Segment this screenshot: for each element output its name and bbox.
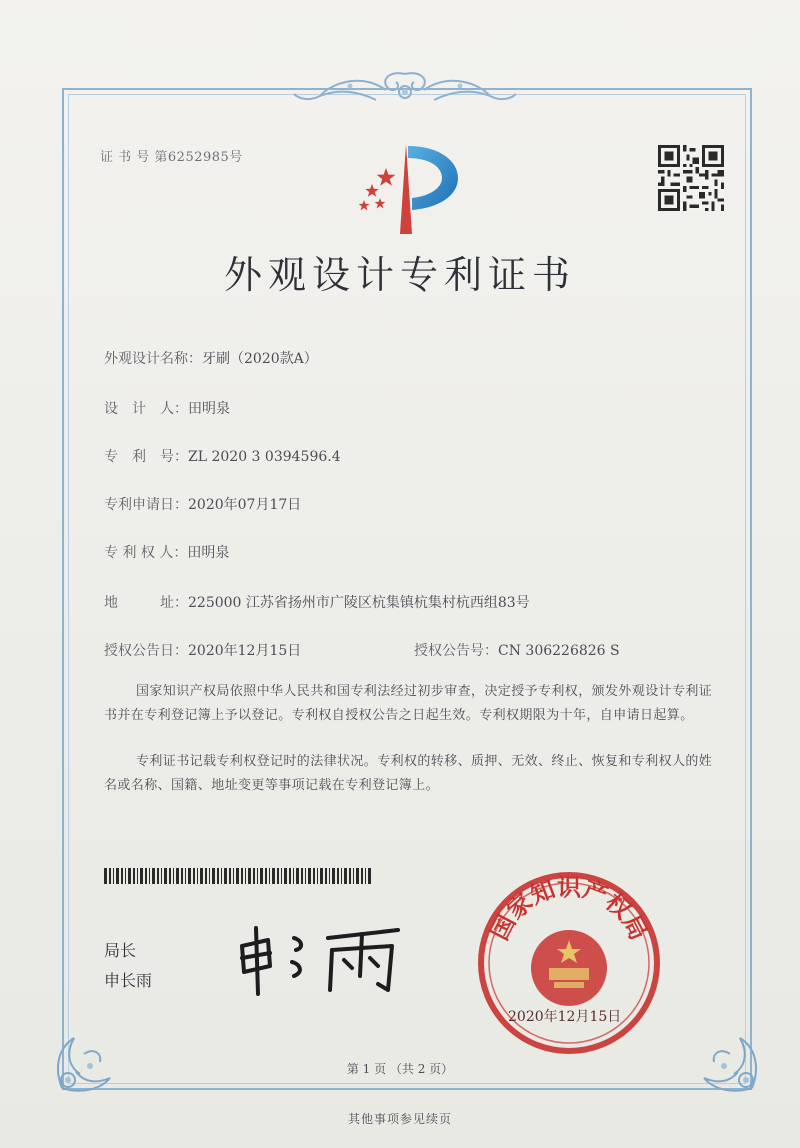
patent-number-label: 专 利 号： — [104, 449, 188, 465]
address-row — [104, 592, 530, 612]
grant-date-label: 授权公告日： — [104, 643, 188, 659]
qr-code-icon — [658, 145, 724, 211]
seal-text: 国家知识产权局 — [484, 872, 654, 945]
director-title: 局长 — [104, 941, 137, 960]
patentee-row — [104, 542, 229, 562]
grant-date-row — [104, 640, 301, 660]
patent-number-row — [104, 446, 341, 466]
corner-ornament-left-icon — [44, 1008, 134, 1098]
design-name-label: 外观设计名称： — [104, 351, 202, 367]
grant-date-value: 2020年12月15日 — [188, 643, 302, 659]
designer-row — [104, 398, 230, 418]
filing-date-label: 专利申请日： — [104, 497, 188, 513]
certificate-number: 证 书 号 第6252985号 — [100, 150, 243, 165]
grant-number-label: 授权公告号： — [414, 643, 498, 659]
director-name: 申长雨 — [104, 971, 153, 990]
barcode-icon — [104, 868, 374, 884]
official-seal-icon — [474, 868, 664, 1058]
director-signature-icon — [232, 920, 412, 1000]
corner-ornament-right-icon — [680, 1008, 770, 1098]
top-ornament-icon — [290, 66, 520, 110]
patent-office-logo-icon — [346, 138, 466, 238]
grant-number-row — [414, 640, 620, 660]
grant-number-value: CN 306226826 S — [498, 643, 620, 659]
seal-date: 2020年12月15日 — [508, 1009, 622, 1025]
certificate-title: 外观设计专利证书 — [223, 253, 576, 297]
filing-date-row — [104, 494, 301, 514]
patentee-label: 专 利 权 人： — [104, 545, 188, 561]
designer-label: 设 计 人： — [104, 401, 188, 417]
address-label: 地 址： — [104, 595, 188, 611]
address-value: 225000 江苏省扬州市广陵区杭集镇杭集村杭西组83号 — [188, 595, 530, 611]
page-number: 第 1 页 （共 2 页） — [346, 1062, 454, 1076]
patent-number-value: ZL 2020 3 0394596.4 — [188, 449, 341, 465]
design-name-row — [104, 348, 318, 368]
patentee-value: 田明泉 — [187, 545, 230, 561]
design-name-value: 牙刷（2020款A） — [202, 351, 318, 367]
designer-value: 田明泉 — [188, 401, 230, 417]
legal-status-paragraph: 专利证书记载专利权登记时的法律状况。专利权的转移、质押、无效、终止、恢复和专利权人的姓名或名称、国籍、地址变更等事项记载在专利登记簿上。 — [104, 754, 713, 793]
continued-note: 其他事项参见续页 — [347, 1112, 452, 1126]
filing-date-value: 2020年07月17日 — [188, 497, 302, 513]
grant-statement-paragraph: 国家知识产权局依照中华人民共和国专利法经过初步审查，决定授予专利权，颁发外观设计专利证书并在专利登记簿上予以登记。专利权自授权公告之日起生效。专利权期限为十年，自申请日起算。 — [104, 684, 713, 723]
